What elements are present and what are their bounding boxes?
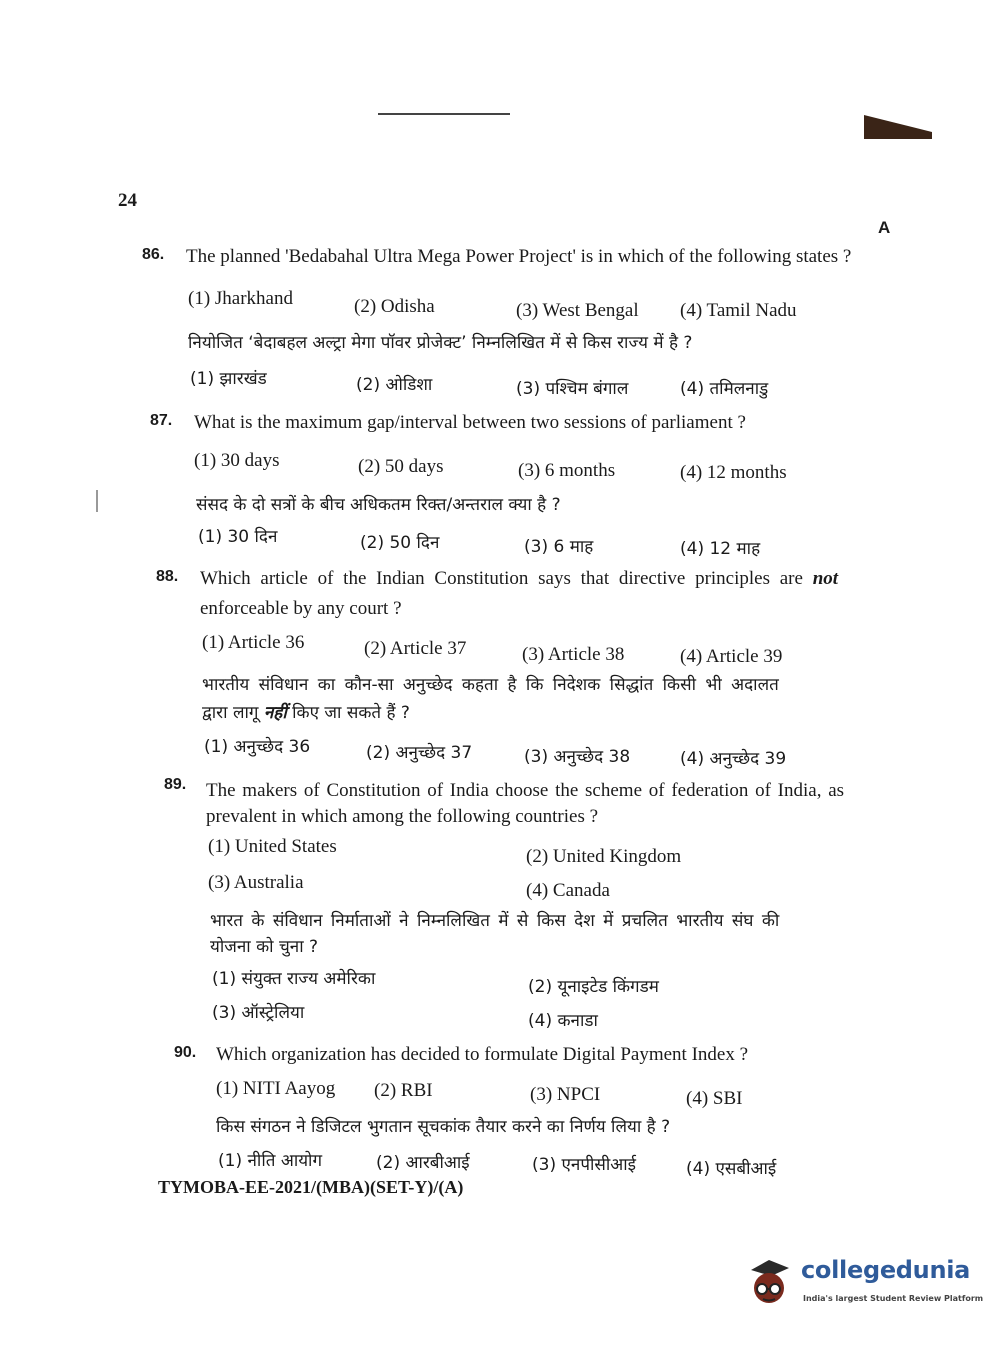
option-hi-1: (1) अनुच्छेद 36 <box>204 737 311 757</box>
question-text-hi: संसद के दो सत्रों के बीच अधिकतम रिक्त/अन्तराल क्या है ? <box>196 495 561 515</box>
question-text-en-line2: prevalent in which among the following countries ? <box>206 806 599 827</box>
option-en-3: (3) West Bengal <box>516 300 639 321</box>
text-segment: द्वारा लागू <box>202 703 259 723</box>
option-hi-1: (1) संयुक्त राज्य अमेरिका <box>212 969 376 989</box>
option-en-4: (4) Canada <box>526 880 610 901</box>
text-segment: Which article of the Indian Constitution says that directive principles are <box>200 568 803 589</box>
margin-mark <box>96 490 98 512</box>
option-en-1: (1) NITI Aayog <box>216 1078 336 1099</box>
option-hi-4: (4) कनाडा <box>528 1011 598 1031</box>
question-text-en: What is the maximum gap/interval between two sessions of parliament ? <box>194 412 746 433</box>
option-hi-1: (1) नीति आयोग <box>218 1151 323 1171</box>
option-en-1: (1) Jharkhand <box>188 288 293 309</box>
option-en-4: (4) Tamil Nadu <box>680 300 797 321</box>
question-text-hi-line1: भारतीय संविधान का कौन-सा अनुच्छेद कहता है कि निदेशक सिद्धांत किसी भी अदालत <box>202 675 779 695</box>
top-rule <box>378 113 510 115</box>
question-number: 87. <box>150 412 173 429</box>
mascot-icon <box>743 1256 795 1308</box>
option-hi-2: (2) ओडिशा <box>356 375 433 395</box>
brand-tagline: India's largest Student Review Platform <box>803 1294 984 1303</box>
text-segment: किए जा सकते हैं ? <box>292 703 410 723</box>
option-en-3: (3) NPCI <box>530 1084 601 1105</box>
question-number: 88. <box>156 568 179 585</box>
corner-fold <box>864 113 932 139</box>
option-hi-3: (3) एनपीसीआई <box>532 1155 636 1175</box>
option-en-2: (2) 50 days <box>358 456 444 477</box>
question-text-en: Which organization has decided to formulate Digital Payment Index ? <box>216 1044 749 1065</box>
emphasis-not: not <box>812 568 839 589</box>
question-text-hi-line1: भारत के संविधान निर्माताओं ने निम्नलिखित में से किस देश में प्रचलित भारतीय संघ की <box>210 911 780 931</box>
question-text-hi-line2: योजना को चुना ? <box>210 937 319 957</box>
option-hi-2: (2) यूनाइटेड किंगडम <box>528 977 659 997</box>
option-hi-3: (3) पश्चिम बंगाल <box>516 379 629 399</box>
question-text-en-line1 <box>200 568 838 590</box>
option-en-3: (3) 6 months <box>518 460 616 481</box>
option-en-2: (2) United Kingdom <box>526 846 682 867</box>
question-number: 90. <box>174 1044 197 1061</box>
question-number: 89. <box>164 776 187 793</box>
option-hi-3: (3) अनुच्छेद 38 <box>524 747 631 767</box>
option-hi-4: (4) 12 माह <box>680 539 761 559</box>
option-en-4: (4) Article 39 <box>680 646 783 667</box>
option-en-1: (1) 30 days <box>194 450 280 471</box>
option-en-4: (4) 12 months <box>680 462 787 483</box>
option-hi-4: (4) अनुच्छेद 39 <box>680 749 787 769</box>
question-text-hi: नियोजित ‘बेदाबहल अल्ट्रा मेगा पॉवर प्रोजेक्ट’ निम्नलिखित में से किस राज्य में है ? <box>188 333 693 353</box>
question-text-en: The planned 'Bedabahal Ultra Mega Power Project' is in which of the following states ? <box>186 246 852 267</box>
collegedunia-logo <box>743 1250 984 1314</box>
option-hi-4: (4) तमिलनाडु <box>680 379 769 399</box>
page-number: 24 <box>118 190 137 211</box>
emphasis-nahin: नहीं <box>263 703 287 723</box>
option-en-2: (2) Article 37 <box>364 638 467 659</box>
option-hi-3: (3) 6 माह <box>524 537 594 557</box>
option-hi-1: (1) झारखंड <box>190 369 267 389</box>
set-label: A <box>878 218 891 237</box>
option-en-3: (3) Article 38 <box>522 644 625 665</box>
option-hi-2: (2) अनुच्छेद 37 <box>366 743 473 763</box>
option-en-2: (2) RBI <box>374 1080 433 1101</box>
option-hi-1: (1) 30 दिन <box>198 527 278 547</box>
brand-name: collegedunia <box>801 1256 971 1284</box>
option-en-1: (1) United States <box>208 836 337 857</box>
question-text-en-line2: enforceable by any court ? <box>200 598 402 619</box>
option-hi-2: (2) 50 दिन <box>360 533 440 553</box>
option-en-4: (4) SBI <box>686 1088 743 1109</box>
option-hi-2: (2) आरबीआई <box>376 1153 470 1173</box>
question-text-en-line1: The makers of Constitution of India choose the scheme of federation of India, as <box>206 780 845 801</box>
option-en-3: (3) Australia <box>208 872 304 893</box>
option-hi-4: (4) एसबीआई <box>686 1159 777 1179</box>
option-en-1: (1) Article 36 <box>202 632 305 653</box>
question-text-hi: किस संगठन ने डिजिटल भुगतान सूचकांक तैयार करने का निर्णय लिया है ? <box>216 1117 671 1137</box>
question-text-hi-line2 <box>202 700 410 723</box>
option-hi-3: (3) ऑस्ट्रेलिया <box>212 1003 305 1023</box>
paper-code: TYMOBA-EE-2021/(MBA)(SET-Y)/(A) <box>158 1177 464 1197</box>
option-en-2: (2) Odisha <box>354 296 435 317</box>
question-number: 86. <box>142 246 165 263</box>
